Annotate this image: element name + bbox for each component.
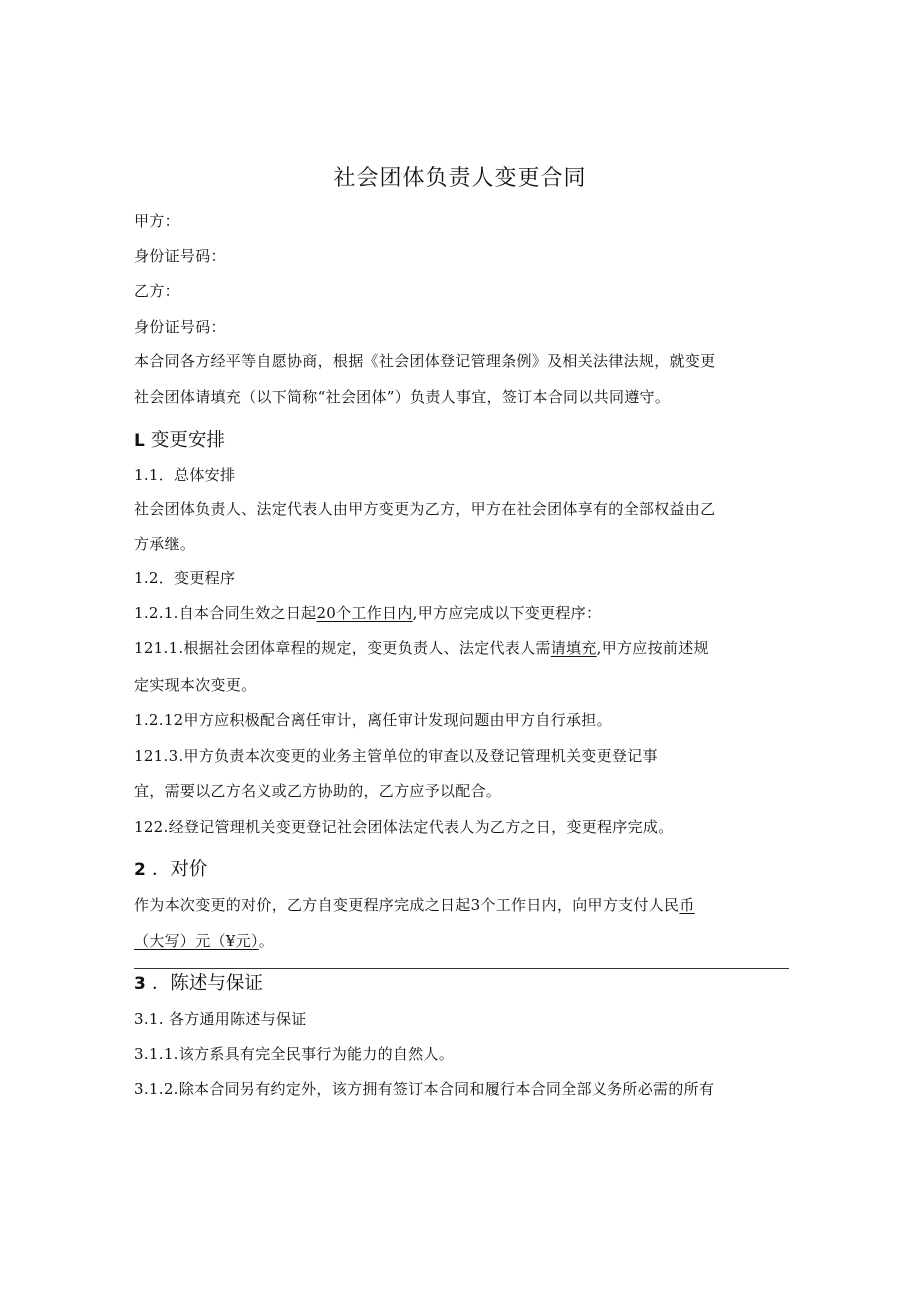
section-2-number: 2 (134, 860, 146, 880)
party-a-label: 甲方： (134, 212, 180, 230)
party-a-id-label: 身份证号码： (134, 247, 226, 265)
clause-121-3-line-1: 121.3.甲方负责本次变更的业务主管单位的审查以及登记管理机关变更登记事 (134, 747, 658, 765)
clause-121-1-fill-in: 请填充 (550, 639, 597, 657)
consideration-line-1 (134, 894, 695, 916)
clause-1-2-title: 1.2．变更程序 (134, 569, 236, 587)
consideration-currency: 币 (679, 896, 695, 914)
intro-line-1: 本合同各方经平等自愿协商，根据《社会团体登记管理条例》及相关法律法规，就变更 (134, 352, 716, 370)
clause-1-1-line-2: 方承继。 (134, 535, 196, 553)
clause-121-1-text: 121.1.根据社会团体章程的规定，变更负责人、法定代表人需 (134, 639, 551, 657)
clause-121-1-line-2: 定实现本次变更。 (134, 676, 257, 694)
section-2-heading (134, 857, 207, 883)
section-3-title: ．陈述与保证 (151, 973, 263, 994)
clause-1-2-1-deadline: 20个工作日内 (316, 604, 413, 622)
clause-3-1-1: 3.1.1.该方系具有完全民事行为能力的自然人。 (134, 1045, 455, 1063)
section-3-heading (134, 971, 263, 997)
clause-1-1-line-1: 社会团体负责人、法定代表人由甲方变更为乙方，甲方在社会团体享有的全部权益由乙 (134, 500, 716, 518)
clause-1-2-1-text-end: ,甲方应完成以下变更程序： (412, 604, 602, 622)
party-b-label: 乙方： (134, 282, 180, 300)
clause-1-2-12: 1.2.12甲方应积极配合离任审计，离任审计发现问题由甲方自行承担。 (134, 711, 612, 729)
consideration-text: 作为本次变更的对价，乙方自变更程序完成之日起3个工作日内，向甲方支付人民 (134, 896, 680, 914)
clause-3-1-title: 3.1. 各方通用陈述与保证 (134, 1010, 307, 1028)
horizontal-rule (134, 968, 789, 969)
clause-121-1-text-end: ,甲方应按前述规 (596, 639, 709, 657)
consideration-amount-blank: （大写）元（¥元） (134, 932, 259, 950)
section-3-number: 3 (134, 974, 146, 994)
consideration-line-2 (134, 930, 274, 952)
intro-line-2: 社会团体请填充（以下简称“社会团体”）负责人事宜，签订本合同以共同遵守。 (134, 388, 671, 406)
section-1-number: L (134, 431, 145, 451)
party-b-id-label: 身份证号码： (134, 318, 226, 336)
clause-3-1-2: 3.1.2.除本合同另有约定外，该方拥有签订本合同和履行本合同全部义务所必需的所有 (134, 1080, 715, 1098)
clause-1-1-title: 1.1．总体安排 (134, 466, 236, 484)
clause-121-1-line-1 (134, 637, 709, 659)
consideration-text-end: 。 (258, 932, 275, 950)
clause-1-2-1-text: 1.2.1.自本合同生效之日起 (134, 604, 317, 622)
section-2-title: ．对价 (151, 859, 208, 880)
clause-121-3-line-2: 宜，需要以乙方名义或乙方协助的，乙方应予以配合。 (134, 782, 502, 800)
document-title: 社会团体负责人变更合同 (333, 166, 587, 191)
clause-122: 122.经登记管理机关变更登记社会团体法定代表人为乙方之日，变更程序完成。 (134, 818, 674, 836)
clause-1-2-1 (134, 602, 601, 624)
section-1-title: 变更安排 (150, 430, 225, 451)
section-1-heading (134, 428, 225, 454)
